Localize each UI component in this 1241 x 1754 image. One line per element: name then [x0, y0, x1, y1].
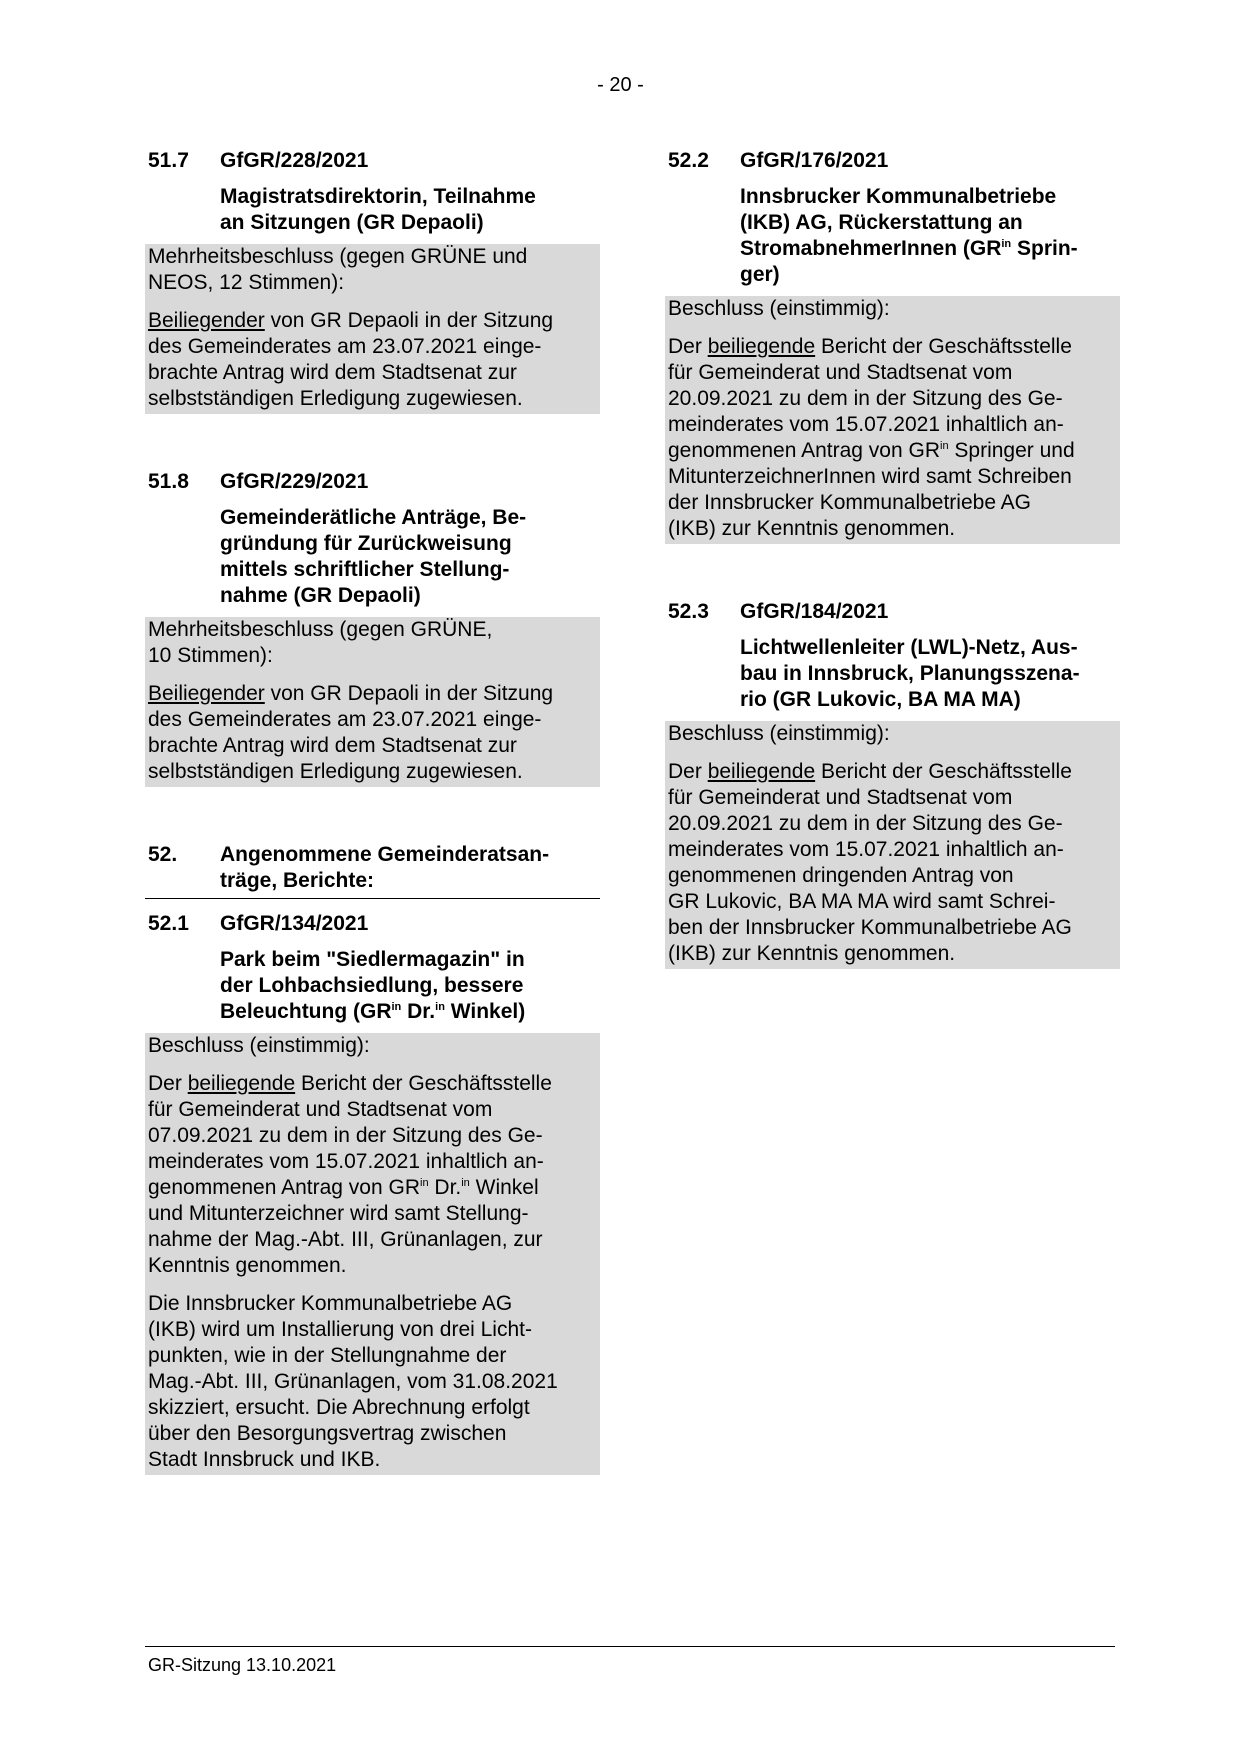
underlined-word: beiliegende: [187, 1072, 296, 1095]
decision-box: [145, 244, 600, 414]
text-part: Der: [668, 760, 708, 783]
underlined-word: beiliegende: [707, 760, 816, 783]
agenda-item-51-8: [145, 469, 600, 787]
text-part: Bericht der Geschäftsstelle für Gemeinderat und Stadtsenat vom 20.09.2021 zu dem in der Sitzung des Ge- meinderates vom 15.07.2021 inhaltlich an- genommenen Antrag von GR: [668, 335, 1072, 462]
item-reference: GfGR/134/2021: [220, 912, 369, 935]
item-heading: [665, 148, 1120, 174]
decision-box: [665, 296, 1120, 544]
superscript: in: [420, 1177, 429, 1189]
item-reference: GfGR/229/2021: [220, 470, 369, 493]
decision-type: Mehrheitsbeschluss (gegen GRÜNE und NEOS, 12 Stimmen):: [148, 245, 528, 294]
decision-type: Mehrheitsbeschluss (gegen GRÜNE, 10 Stimmen):: [148, 618, 493, 667]
text-part: Dr.: [428, 1176, 462, 1199]
page-number: - 20 -: [597, 74, 644, 96]
superscript: in: [391, 1001, 402, 1013]
underlined-word: Beiliegender: [148, 309, 265, 332]
superscript: in: [461, 1177, 470, 1189]
decision-box: [145, 617, 600, 787]
text-part: Springer und MitunterzeichnerInnen wird samt Schreiben der Innsbrucker Kommunalbetriebe AG (IKB) zur Kenntnis genommen.: [668, 439, 1075, 540]
superscript: in: [940, 440, 949, 452]
decision-text: [668, 759, 1117, 967]
item-heading: [145, 148, 600, 174]
title-part: Innsbrucker Kommunalbetriebe (IKB) AG, Rückerstattung an StromabnehmerInnen (GR: [740, 185, 1057, 260]
item-heading: [665, 599, 1120, 625]
decision-type: Beschluss (einstimmig):: [668, 297, 890, 320]
footer-text: GR-Sitzung 13.10.2021: [148, 1655, 337, 1675]
title-part: Winkel): [444, 1000, 526, 1023]
decision-box: [145, 1033, 600, 1475]
decision-text: [148, 1071, 597, 1279]
underlined-word: beiliegende: [707, 335, 816, 358]
title-part: Park beim "Siedlermagazin" in der Lohbachsiedlung, bessere Beleuchtung (GR: [220, 948, 525, 1023]
item-number: 51.7: [148, 149, 189, 172]
section-number: 52.: [148, 843, 178, 866]
item-number: 52.3: [668, 600, 709, 623]
decision-text-rest: von GR Depaoli in der Sitzung des Gemeinderates am 23.07.2021 einge- brachte Antrag wird dem Stadtsenat zur selbstständigen Erledigung zugewiesen.: [148, 682, 554, 783]
item-title: Gemeinderätliche Anträge, Be- gründung für Zurückweisung mittels schriftlicher Stellung- nahme (GR Depaoli): [220, 506, 527, 607]
superscript: in: [1001, 238, 1012, 250]
decision-text-rest: von GR Depaoli in der Sitzung des Gemeinderates am 23.07.2021 einge- brachte Antrag wird dem Stadtsenat zur selbstständigen Erledigung zugewiesen.: [148, 309, 554, 410]
section-title: Angenommene Gemeinderatsan- träge, Berichte:: [220, 843, 550, 892]
decision-text-2: Die Innsbrucker Kommunalbetriebe AG (IKB) wird um Installierung von drei Licht- punkten, wie in der Stellungnahme der Mag.-Abt. III, Grünanlagen, vom 31.08.2021 skizziert, ersucht. Die Abrechnung erfolgt über den Besorgungsvertrag zwischen Stadt Innsbruck und IKB.: [148, 1292, 558, 1471]
right-column: [665, 148, 1120, 1024]
agenda-item-52-1: [145, 911, 600, 1475]
item-title: Lichtwellenleiter (LWL)-Netz, Aus- bau in Innsbruck, Planungsszena- rio (GR Lukovic, BA MA MA): [740, 636, 1080, 711]
decision-type: Beschluss (einstimmig):: [148, 1034, 370, 1057]
title-part: Sprin- ger): [740, 237, 1078, 286]
decision-box: [665, 721, 1120, 969]
agenda-item-52-3: [665, 599, 1120, 969]
text-part: Bericht der Geschäftsstelle für Gemeinderat und Stadtsenat vom 20.09.2021 zu dem in der Sitzung des Ge- meinderates vom 15.07.2021 inhaltlich an- genommenen dringenden Antrag von GR Lukovic, BA MA MA wird samt Schrei- ben der Innsbrucker Kommunalbetriebe AG (IKB) zur Kenntnis genommen.: [668, 760, 1072, 965]
item-reference: GfGR/176/2021: [740, 149, 889, 172]
item-number: 51.8: [148, 470, 189, 493]
agenda-item-52-2: [665, 148, 1120, 544]
agenda-item-51-7: [145, 148, 600, 414]
item-title: [740, 184, 1120, 288]
section-heading-52: [145, 842, 600, 899]
decision-text: [148, 308, 597, 412]
underlined-word: Beiliegender: [148, 682, 265, 705]
item-reference: GfGR/228/2021: [220, 149, 369, 172]
item-title: [220, 947, 600, 1025]
text-part: Bericht der Geschäftsstelle für Gemeinderat und Stadtsenat vom 07.09.2021 zu dem in der Sitzung des Ge- meinderates vom 15.07.2021 inhaltlich an- genommenen Antrag von GR: [148, 1072, 552, 1199]
superscript: in: [435, 1001, 445, 1013]
decision-text: [668, 334, 1117, 542]
title-part: Dr.: [401, 1000, 436, 1023]
text-part: Der: [668, 335, 708, 358]
item-reference: GfGR/184/2021: [740, 600, 889, 623]
item-number: 52.1: [148, 912, 189, 935]
decision-type: Beschluss (einstimmig):: [668, 722, 890, 745]
footer-divider: [145, 1646, 1115, 1647]
decision-text: [148, 681, 597, 785]
left-column: [145, 148, 600, 1530]
item-heading: [145, 911, 600, 937]
text-part: Winkel und Mitunterzeichner wird samt Stellung- nahme der Mag.-Abt. III, Grünanlagen, zur Kenntnis genommen.: [148, 1176, 543, 1277]
text-part: Der: [148, 1072, 188, 1095]
item-heading: [145, 469, 600, 495]
item-title: Magistratsdirektorin, Teilnahme an Sitzungen (GR Depaoli): [220, 185, 536, 234]
item-number: 52.2: [668, 149, 709, 172]
